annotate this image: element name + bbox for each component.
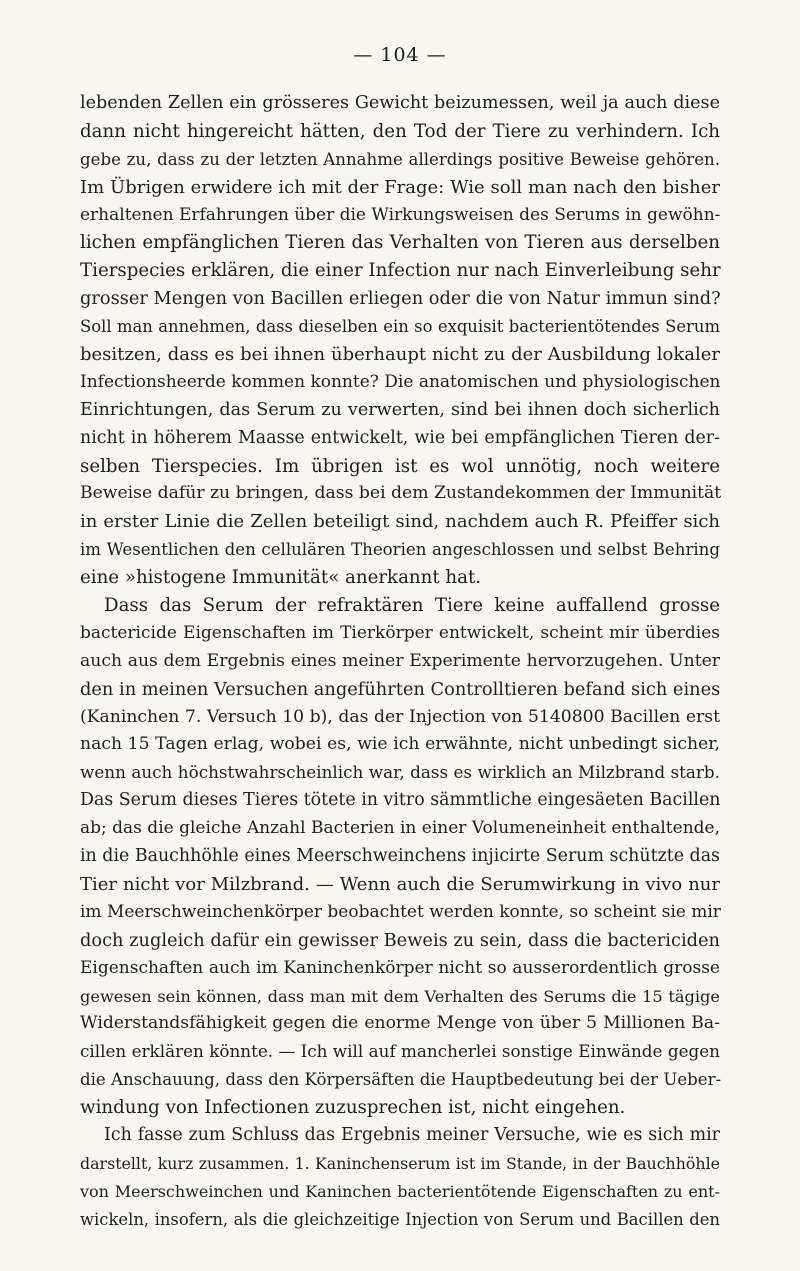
- text-line: Tier nicht vor Milzbrand. — Wenn auch die Serumwirkung in vivo nur: [80, 873, 720, 895]
- text-line: doch zugleich dafür ein gewisser Beweis zu sein, dass die bactericiden: [80, 929, 720, 951]
- body-text: [80, 90, 720, 1234]
- text-line: Beweise dafür zu bringen, dass bei dem Zustandekommen der Immunität: [80, 483, 722, 504]
- text-line: darstellt, kurz zusammen. 1. Kaninchenserum ist im Stande, in der Bauchhöhle: [80, 1153, 720, 1173]
- text-line: lichen empfänglichen Tieren das Verhalten von Tieren aus derselben: [80, 232, 720, 254]
- text-line: Einrichtungen, das Serum zu verwerten, sind bei ihnen doch sicherlich: [80, 399, 720, 420]
- text-line: eine »histogene Immunität« anerkannt hat.: [80, 567, 482, 589]
- text-line: Infectionsheerde kommen konnte? Die anatomischen und physiologischen: [80, 371, 721, 392]
- text-line: Dass das Serum der refraktären Tiere keine auffallend grosse: [104, 595, 720, 617]
- text-line: von Meerschweinchen und Kaninchen bacterientötende Eigenschaften zu ent-: [80, 1181, 720, 1201]
- text-line: gebe zu, dass zu der letzten Annahme allerdings positive Beweise gehören.: [80, 149, 720, 169]
- text-line: die Anschauung, dass den Körpersäften die Hauptbedeutung bei der Ueber-: [80, 1070, 722, 1090]
- text-line: dann nicht hingereicht hätten, den Tod der Tiere zu verhindern. Ich: [80, 120, 720, 142]
- text-line: lebenden Zellen ein grösseres Gewicht beizumessen, weil ja auch diese: [80, 93, 720, 113]
- text-line: Ich fasse zum Schluss das Ergebnis meiner Versuche, wie es sich mir: [104, 1124, 720, 1145]
- text-line: in erster Linie die Zellen beteiligt sind, nachdem auch R. Pfeiffer sich: [80, 511, 720, 533]
- text-line: Widerstandsfähigkeit gegen die enorme Menge von über 5 Millionen Ba-: [80, 1013, 720, 1034]
- text-line: gewesen sein können, dass man mit dem Verhalten des Serums die 15 tägige: [80, 986, 720, 1006]
- text-line: erhaltenen Erfahrungen über die Wirkungsweisen des Serums in gewöhn-: [80, 204, 721, 225]
- text-line: grosser Mengen von Bacillen erliegen oder die von Natur immun sind?: [80, 288, 721, 310]
- text-line: auch aus dem Ergebnis eines meiner Experimente hervorzugehen. Unter: [80, 650, 720, 671]
- text-line: selben Tierspecies. Im übrigen ist es wol unnötig, noch weitere: [80, 455, 720, 477]
- text-line: windung von Infectionen zuzusprechen ist, nicht eingehen.: [80, 1097, 626, 1119]
- text-line: im Meerschweinchenkörper beobachtet werden konnte, so scheint sie mir: [80, 901, 721, 922]
- text-line: in die Bauchhöhle eines Meerschweinchens injicirte Serum schützte das: [80, 846, 720, 867]
- text-line: besitzen, dass es bei ihnen überhaupt nicht zu der Ausbildung lokaler: [80, 344, 720, 366]
- text-line: nach 15 Tagen erlag, wobei es, wie ich erwähnte, nicht unbedingt sicher,: [80, 734, 720, 755]
- text-line: Eigenschaften auch im Kaninchenkörper nicht so ausserordentlich grosse: [80, 957, 720, 978]
- text-line: Soll man annehmen, dass dieselben ein so exquisit bacterientötendes Serum: [80, 317, 720, 337]
- text-line: bactericide Eigenschaften im Tierkörper entwickelt, scheint mir überdies: [80, 622, 720, 643]
- text-line: Das Serum dieses Tieres tötete in vitro sämmtliche eingesäeten Bacillen: [80, 790, 721, 811]
- text-line: Tierspecies erklären, die einer Infection nur nach Einverleibung sehr: [80, 260, 721, 282]
- text-line: (Kaninchen 7. Versuch 10 b), das der Injection von 5140800 Bacillen erst: [80, 706, 720, 727]
- text-line: Im Übrigen erwidere ich mit der Frage: Wie soll man nach den bisher: [80, 176, 720, 198]
- page-number: — 104 —: [353, 44, 447, 66]
- text-line: nicht in höherem Maasse entwickelt, wie bei empfänglichen Tieren der-: [80, 427, 720, 448]
- text-line: wenn auch höchstwahrscheinlich war, dass es wirklich an Milzbrand starb.: [80, 762, 720, 783]
- text-line: im Wesentlichen den cellulären Theorien angeschlossen und selbst Behring: [80, 540, 720, 560]
- text-line: ab; das die gleiche Anzahl Bacterien in einer Volumeneinheit enthaltende,: [80, 818, 720, 839]
- text-line: cillen erklären könnte. — Ich will auf mancherlei sonstige Einwände gegen: [80, 1041, 720, 1062]
- text-line: wickeln, insofern, als die gleichzeitige Injection von Serum und Bacillen den: [80, 1209, 720, 1229]
- text-line: den in meinen Versuchen angeführten Controlltieren befand sich eines: [80, 678, 721, 700]
